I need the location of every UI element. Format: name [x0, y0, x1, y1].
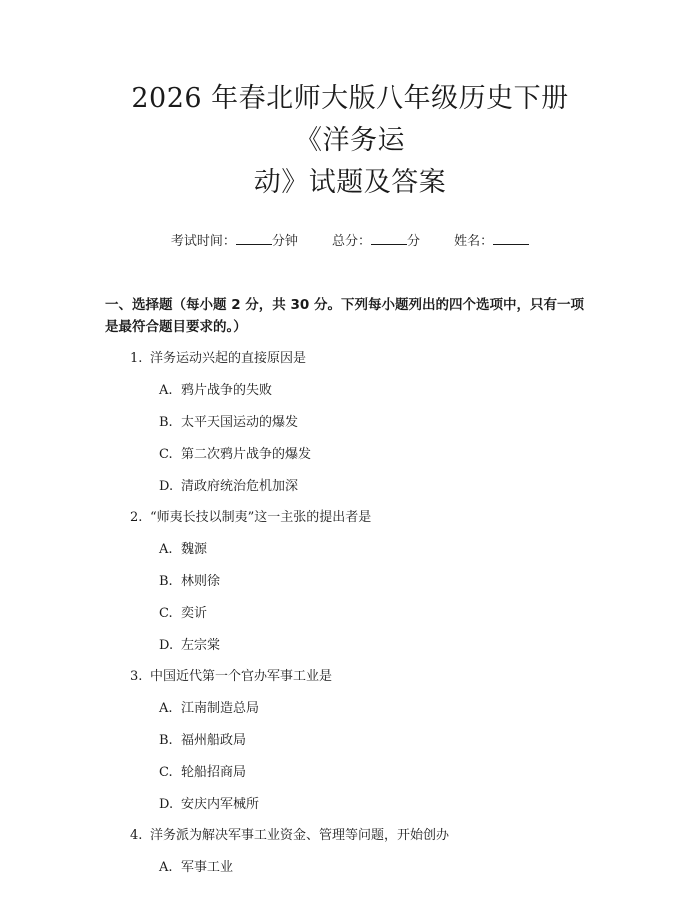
option-list: [105, 381, 595, 497]
option-text: 林则徐: [181, 574, 221, 589]
option-letter: C.: [159, 765, 173, 780]
total-score-field: [332, 232, 420, 251]
option-d: [105, 477, 595, 497]
option-text: 太平天国运动的爆发: [181, 415, 299, 430]
exam-time-blank: [236, 232, 272, 245]
option-letter: B.: [159, 415, 173, 430]
option-a: [105, 699, 595, 719]
option-b: [105, 731, 595, 751]
question-number: 3.: [130, 669, 143, 684]
question-list: [105, 349, 595, 878]
option-b: [105, 413, 595, 433]
option-d: [105, 795, 595, 815]
option-a: [105, 381, 595, 401]
option-text: 福州船政局: [181, 733, 247, 748]
option-letter: A.: [159, 860, 173, 875]
option-text: 左宗棠: [181, 638, 221, 653]
option-letter: A.: [159, 701, 173, 716]
exam-time-field: [171, 232, 298, 251]
question-text: 中国近代第一个官办军事工业是: [150, 669, 333, 684]
option-list: [105, 858, 595, 878]
option-list: [105, 699, 595, 815]
section-title-multiple-choice: 一、选择题（每小题 2 分，共 30 分。下列每小题列出的四个选项中，只有一项是最符合题目要求的。）: [105, 297, 584, 335]
option-letter: A.: [159, 542, 173, 557]
option-letter: D.: [159, 797, 174, 812]
option-text: 奕䜣: [181, 606, 208, 621]
option-text: 魏源: [181, 542, 208, 557]
title-line-2: 动》试题及答案: [253, 167, 447, 198]
question-text: 洋务派为解决军事工业资金、管理等问题，开始创办: [150, 828, 450, 843]
option-text: 第二次鸦片战争的爆发: [181, 447, 312, 462]
total-score-unit: 分: [407, 234, 421, 249]
option-letter: C.: [159, 606, 173, 621]
exam-info: [105, 232, 595, 251]
option-text: 轮船招商局: [181, 765, 247, 780]
question-text: “师夷长技以制夷”这一主张的提出者是: [150, 510, 372, 525]
option-letter: B.: [159, 574, 173, 589]
option-a: [105, 540, 595, 560]
option-list: [105, 540, 595, 656]
option-c: [105, 763, 595, 783]
option-letter: D.: [159, 638, 174, 653]
exam-time-label: 考试时间：: [170, 234, 236, 249]
option-c: [105, 604, 595, 624]
student-name-field: [454, 232, 529, 251]
student-name-label: 姓名：: [454, 234, 494, 249]
option-text: 安庆内军械所: [181, 797, 260, 812]
option-c: [105, 445, 595, 465]
student-name-blank: [493, 232, 529, 245]
option-letter: A.: [159, 383, 173, 398]
option-letter: B.: [159, 733, 173, 748]
question-2: [105, 508, 595, 528]
option-letter: D.: [159, 479, 174, 494]
option-letter: C.: [159, 447, 173, 462]
title-line-1: 2026 年春北师大版八年级历史下册《洋务运: [131, 83, 569, 156]
question-3: [105, 667, 595, 687]
option-a: [105, 858, 595, 878]
option-b: [105, 572, 595, 592]
total-score-blank: [371, 232, 407, 245]
question-1: [105, 349, 595, 369]
question-number: 2.: [130, 510, 143, 525]
question-number: 1.: [130, 351, 143, 366]
exam-time-unit: 分钟: [271, 234, 298, 249]
option-text: 军事工业: [181, 860, 234, 875]
total-score-label: 总分：: [331, 234, 371, 249]
option-text: 鸦片战争的失败: [181, 383, 273, 398]
document-title: [105, 78, 595, 204]
option-text: 江南制造总局: [181, 701, 260, 716]
question-text: 洋务运动兴起的直接原因是: [150, 351, 307, 366]
option-text: 清政府统治危机加深: [181, 479, 299, 494]
option-d: [105, 636, 595, 656]
question-4: [105, 826, 595, 846]
question-number: 4.: [130, 828, 143, 843]
